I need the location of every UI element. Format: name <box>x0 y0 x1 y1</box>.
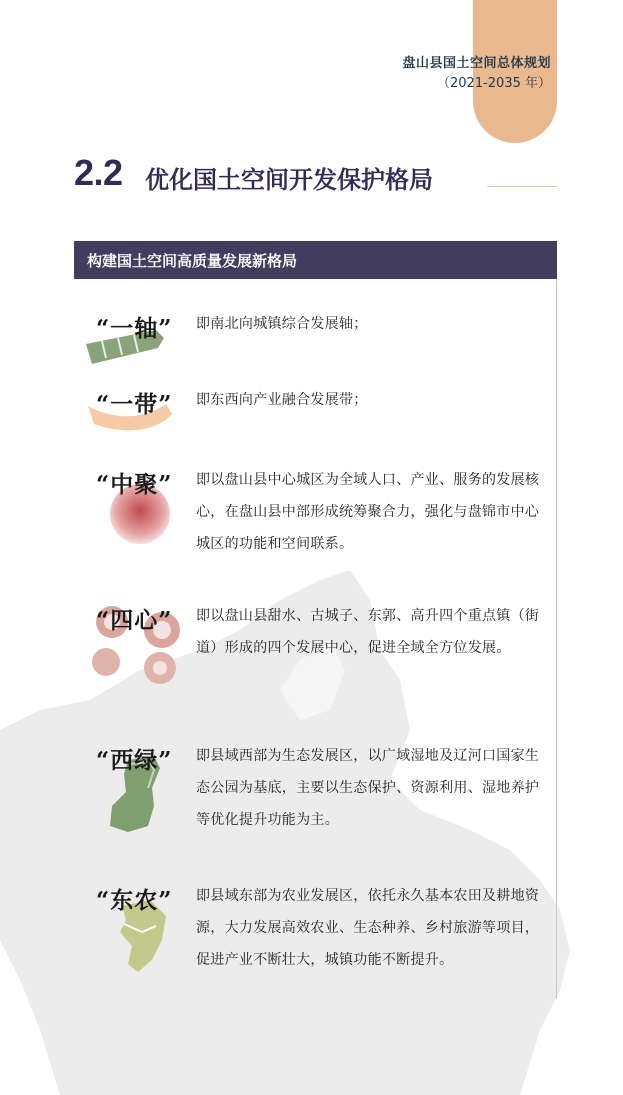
document-title: 盘山县国土空间总体规划 <box>402 56 551 71</box>
panel-heading-text: 构建国土空间高质量发展新格局 <box>87 252 298 270</box>
panel-heading <box>74 241 557 279</box>
item-description: 即县域西部为生态发展区，以广域湿地及辽河口国家生态公园为基底，主要以生态保护、资源利用、湿地养护等优化提升功能为主。 <box>196 748 540 828</box>
item-description: 即县域东部为农业发展区，依托永久基本农田及耕地资源，大力发展高效农业、生态种养、乡村旅游等项目，促进产业不断壮大，城镇功能不断提升。 <box>196 888 540 968</box>
document-period: （2021-2035 年） <box>437 76 551 91</box>
item-description: 即以盘山县中心城区为全域人口、产业、服务的发展核心，在盘山县中部形成统筹聚合力，强化与盘锦市中心城区的功能和空间联系。 <box>196 472 540 552</box>
item-term: “四心” <box>96 607 173 634</box>
item-description: 即南北向城镇综合发展轴； <box>196 316 368 332</box>
section-title: 优化国土空间开发保护格局 <box>145 166 433 194</box>
item-term: “中聚” <box>96 471 173 498</box>
item-description: 即东西向产业融合发展带； <box>196 392 368 408</box>
section-number: 2.2 <box>74 152 123 193</box>
item-term: “东农” <box>96 887 173 914</box>
item-description: 即以盘山县甜水、古城子、东郭、高升四个重点镇（街道）形成的四个发展中心，促进全域全方位发展。 <box>196 608 540 656</box>
item-term: “一带” <box>96 391 173 418</box>
item-term: “西绿” <box>96 747 173 774</box>
section-rule <box>487 186 557 187</box>
panel-border <box>556 279 557 999</box>
item-term: “一轴” <box>96 315 173 342</box>
